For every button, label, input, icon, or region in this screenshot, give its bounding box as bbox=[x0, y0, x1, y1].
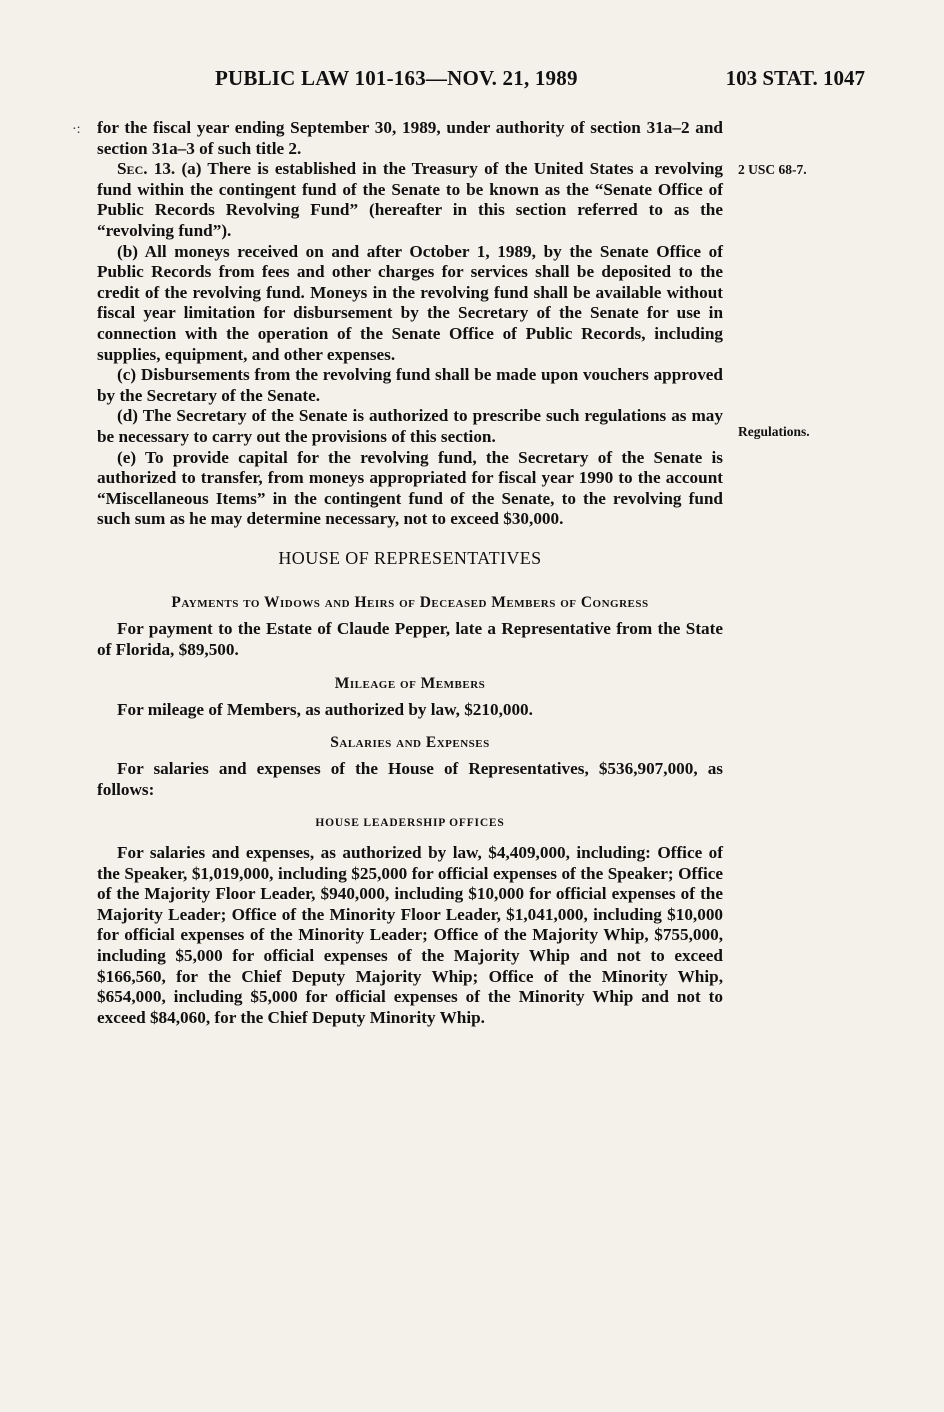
heading-salaries-and-expenses: Salaries and Expenses bbox=[330, 734, 490, 752]
heading-payments-to-widows: Payments to Widows and Heirs of Deceased Members of Congress bbox=[171, 594, 649, 612]
paragraph-continuation: for the fiscal year ending September 30, 1989, under authority of section 31a–2 and section 31a–3 of such title 2. bbox=[97, 118, 723, 158]
paragraph-d: (d) The Secretary of the Senate is authorized to prescribe such regulations as may be necessary to carry out the provisions of this section. bbox=[97, 406, 723, 446]
paragraph-leadership: For salaries and expenses, as authorized by law, $4,409,000, including: Office of the Speaker, $1,019,000, including $25,000 for official expenses of the Speaker; Office of the Majority Floor Leader, $940,000, including $10,000 for official expenses of the Majority Leader; Office of the Minority Floor Leader, $1,041,000, including $10,000 for official expenses of the Minority Leader; Office of the Majority Whip, $755,000, including $5,000 for official expenses of the Majority Whip and not to exceed $166,560, for the Chief Deputy Majority Whip; Office of the Minority Whip, $654,000, including $5,000 for official expenses of the Minority Whip and not to exceed $84,060, for the Chief Deputy Minority Whip. bbox=[97, 843, 723, 1027]
page-header bbox=[215, 66, 865, 96]
heading-mileage-of-members: Mileage of Members bbox=[334, 674, 486, 692]
section-label: Sec. bbox=[117, 159, 148, 179]
paragraph-sec-13 bbox=[97, 159, 723, 241]
heading-house-leadership-offices: HOUSE LEADERSHIP OFFICES bbox=[315, 817, 505, 830]
paragraph-b: (b) All moneys received on and after October 1, 1989, by the Senate Office of Public Records from fees and other charges for services shall be deposited to the credit of the revolving fund. Moneys in the revolving fund shall be available without fiscal year limitation for disbursement by the Secretary of the Senate for use in connection with the operation of the Senate Office of Public Records, including supplies, equipment, and other expenses. bbox=[97, 241, 723, 364]
section-13-text: 13. (a) There is established in the Treasury of the United States a revolving fund within the contingent fund of the Senate to be known as the “Senate Office of Public Records Revolving Fund” (hereafter in this section referred to as the “revolving fund”). bbox=[97, 159, 723, 240]
paragraph-payments: For payment to the Estate of Claude Pepper, late a Representative from the State of Florida, $89,500. bbox=[97, 619, 723, 660]
paragraph-salaries: For salaries and expenses of the House of Representatives, $536,907,000, as follows: bbox=[97, 759, 723, 799]
header-title: PUBLIC LAW 101-163—NOV. 21, 1989 bbox=[215, 66, 578, 90]
heading-house-of-representatives: HOUSE OF REPRESENTATIVES bbox=[278, 547, 542, 568]
paragraph-mileage: For mileage of Members, as authorized by law, $210,000. bbox=[117, 699, 533, 719]
margin-note-regulations: Regulations. bbox=[738, 424, 810, 439]
margin-mark: ·: bbox=[72, 122, 81, 137]
paragraph-c: (c) Disbursements from the revolving fund shall be made upon vouchers approved by the Secretary of the Senate. bbox=[97, 365, 723, 405]
paragraph-e: (e) To provide capital for the revolving fund, the Secretary of the Senate is authorized to transfer, from moneys appropriated for fiscal year 1990 to the account “Miscellaneous Items” in the contingent fund of the Senate, to the revolving fund such sum as he may determine necessary, not to exceed $30,000. bbox=[97, 447, 723, 529]
document-body bbox=[97, 118, 723, 1028]
header-page-number: 103 STAT. 1047 bbox=[725, 66, 865, 90]
margin-note-usc: 2 USC 68-7. bbox=[738, 162, 807, 177]
